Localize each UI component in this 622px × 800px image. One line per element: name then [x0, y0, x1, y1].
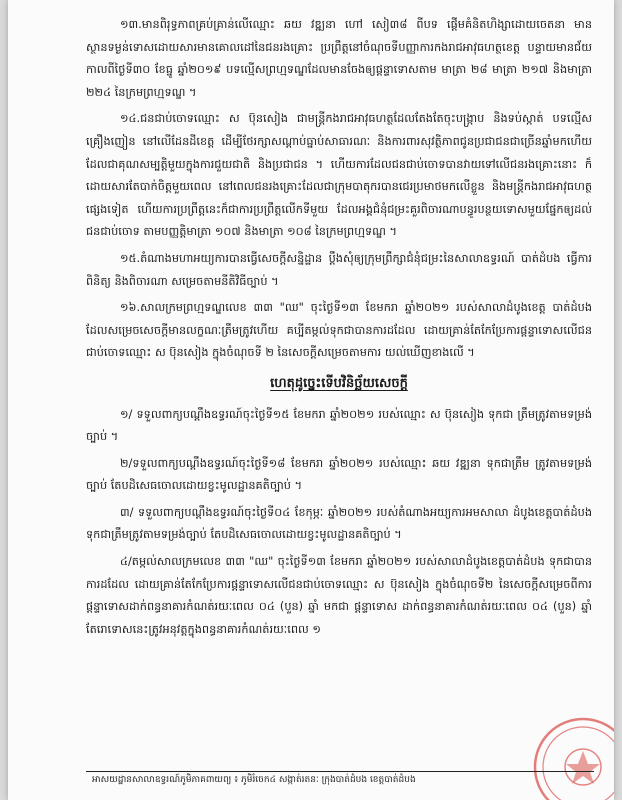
decision-1: ១/ ទទួលពាក្យបណ្ដឹងឧទ្ធរណ៍ចុះថ្ងៃទី១៥ ខែមករា ឆ្នាំ២០២១ របស់ឈ្មោះ ស ប៊ុនសៀង ទុកជា ត្រឹមត្រូវតាមទម្រង់ច្បាប់ ។: [86, 407, 592, 444]
document-page: [8, 0, 614, 800]
paragraph-15: ១៥.តំណាងមហាអយ្យការបានធ្វើសេចក្ដីសន្និដ្ឋាន ប្ដឹងសុំឲ្យក្រុមព្រឹក្សាជំនុំជម្រះនៃសាលាឧទ្ធរណ៍ បាត់ដំបង ធ្វើការពិនិត្យ និងពិចារណា សម្រេចតាមនីតិវិធីច្បាប់ ។: [86, 251, 592, 288]
decision-3: ៣/ ទទួលពាក្យបណ្ដឹងឧទ្ធរណ៍ចុះថ្ងៃទី០៤ ខែកុម្ភៈ ឆ្នាំ២០២១ របស់តំណាងអយ្យការអមសាលា ដំបូងខេត្តបាត់ដំបង ទុកជាត្រឹមត្រូវតាមទម្រង់ច្បាប់ តែបដិសេធចោលដោយខ្វះមូលដ្ឋានគតិច្បាប់ ។: [86, 505, 592, 542]
footer-divider: [86, 771, 594, 772]
court-seal-icon: [528, 712, 614, 800]
footer-address: អាសយដ្ឋានសាលាឧទ្ធរណ៍ភូមិភាគពាយព្យ ៖ ភូមិរំចេក៤ សង្កាត់រតនៈ ក្រុងបាត់ដំបង ខេត្តបាត់ដំបង: [92, 775, 416, 785]
document-body: [86, 14, 592, 641]
paragraph-16: ១៦.សាលក្រមព្រហ្មទណ្ឌលេខ ៣៣ "ឈ" ចុះថ្ងៃទី១៣ ខែមករា ឆ្នាំ២០២១ របស់សាលាដំបូងខេត្ត បាត់ដំបង ដែលសម្រេចសេចក្ដីមានលក្ខណៈត្រឹមត្រូវហើយ គប្បីតម្កល់ទុកជាបានការដដែល ដោយគ្រាន់តែកែប្រែការផ្ដន្ទាទោសលើជនជាប់ចោទឈ្មោះ ស ប៊ុនសៀង ក្នុងចំណុចទី ២ នៃសេចក្ដីសម្រេចតាមការ យល់ឃើញខាងលើ ។: [86, 301, 592, 360]
decision-4: ៤/តម្កល់សាលក្រមលេខ ៣៣ "ឈ" ចុះថ្ងៃទី១៣ ខែមករា ឆ្នាំ២០២១ របស់សាលាដំបូងខេត្តបាត់ដំបង ទុកជាបានការដដែល ដោយគ្រាន់តែកែប្រែការផ្ដន្ទាទោសលើជនជាប់ចោទឈ្មោះ ស ប៊ុនសៀង ក្នុងចំណុចទី២ នៃសេចក្ដីសម្រេចពីការផ្ដន្ទាទោសដាក់ពន្ធនាគារកំណត់រយៈពេល ០៤ (បួន) ឆ្នាំ មកជា ផ្ដន្ទាទោស ដាក់ពន្ធនាគារកំណត់រយៈពេល ០៤ (បួន) ឆ្នាំ តែរោទោសនេះត្រូវអនុវត្តក្នុងពន្ធនាគារកំណត់រយៈពេល ១: [86, 555, 592, 636]
section-heading: ហេតុដូច្នេះទើបវិនិច្ឆ័យសេចក្ដី: [270, 375, 408, 391]
paragraph-13: ១៣.មានពិរុទ្ធភាពគ្រប់គ្រាន់លើឈ្មោះ ឆយ វឌ្ឍនា ហៅ សៀ៣៨ ពីបទ ផ្ដើមគំនិតហិង្សាដោយចេតនា មានស្ថានទម្ងន់ទោសដោយសារមានគោលដៅនៃជនរងគ្រោះ ប្រព្រឹត្តនៅចំណុចទីបញ្ញាការកងរាជអាវុធហត្ថខេត្ត បន្ទាយមានជ័យ កាលពីថ្ងៃទី៣០ ខែធ្នូ ឆ្នាំ២០១៩ បទល្មើសព្រហ្មទណ្ឌដែលមានចែងឲ្យផ្ដន្ទាទោសតាម មាត្រា ២៨ មាត្រា ២១៧ និងមាត្រា ២២៤ នៃក្រមព្រហ្មទណ្ឌ ។: [86, 18, 592, 99]
paragraph-14: ១៤.ជនជាប់ចោទឈ្មោះ ស ប៊ុនសៀង ជាមន្ត្រីកងរាជអាវុធហត្ថដែលតែងតែចុះបង្ក្រាប និងទប់ស្កាត់ បទល្មើសគ្រឿងញៀន នៅលើដែនដីខេត្ត ដើម្បីថែរក្សាសណ្ដាប់ធ្នាប់សាធារណៈ និងការពារសុវត្ថិភាពជូនប្រជាជនជាច្រើនឆ្នាំមកហើយ ដែលជាគុណសម្បត្តិមួយក្នុងការជួយជាតិ និងប្រជាជន ។ ហើយការដែលជនជាប់ចោទបានវាយទៅលើជនរងគ្រោះនោះ ក៏ដោយសារតែបាក់ចិត្តមួយពេល នៅពេលជនរងគ្រោះដែលជាក្រុមបាតុករបានជេរប្រមាថមកលើខ្លួន និងមន្ត្រីកងរាជអាវុធហត្ថផ្សេងទៀត ហើយការប្រព្រឹត្តនេះក៏ជាការប្រព្រឹត្តលើកទីមួយ ដែលអង្គជំនុំជម្រះគួរពិចារណាបន្ធូរបន្ថយទោសមួយផ្នែកឲ្យដល់ជនជាប់ចោទ តាមបញ្ញត្តិមាត្រា ១០៧ និងមាត្រា ១០៨ នៃក្រមព្រហ្មទណ្ឌ ។: [86, 112, 592, 239]
decision-2: ២/ទទួលពាក្យបណ្ដឹងឧទ្ធរណ៍ចុះថ្ងៃទី១៨ ខែមករា ឆ្នាំ២០២១ របស់ឈ្មោះ ឆយ វឌ្ឍនា ទុកជាត្រឹម ត្រូវតាមទម្រង់ច្បាប់ តែបដិសេធចោលដោយខ្វះមូលដ្ឋានគតិច្បាប់ ។: [86, 456, 592, 493]
